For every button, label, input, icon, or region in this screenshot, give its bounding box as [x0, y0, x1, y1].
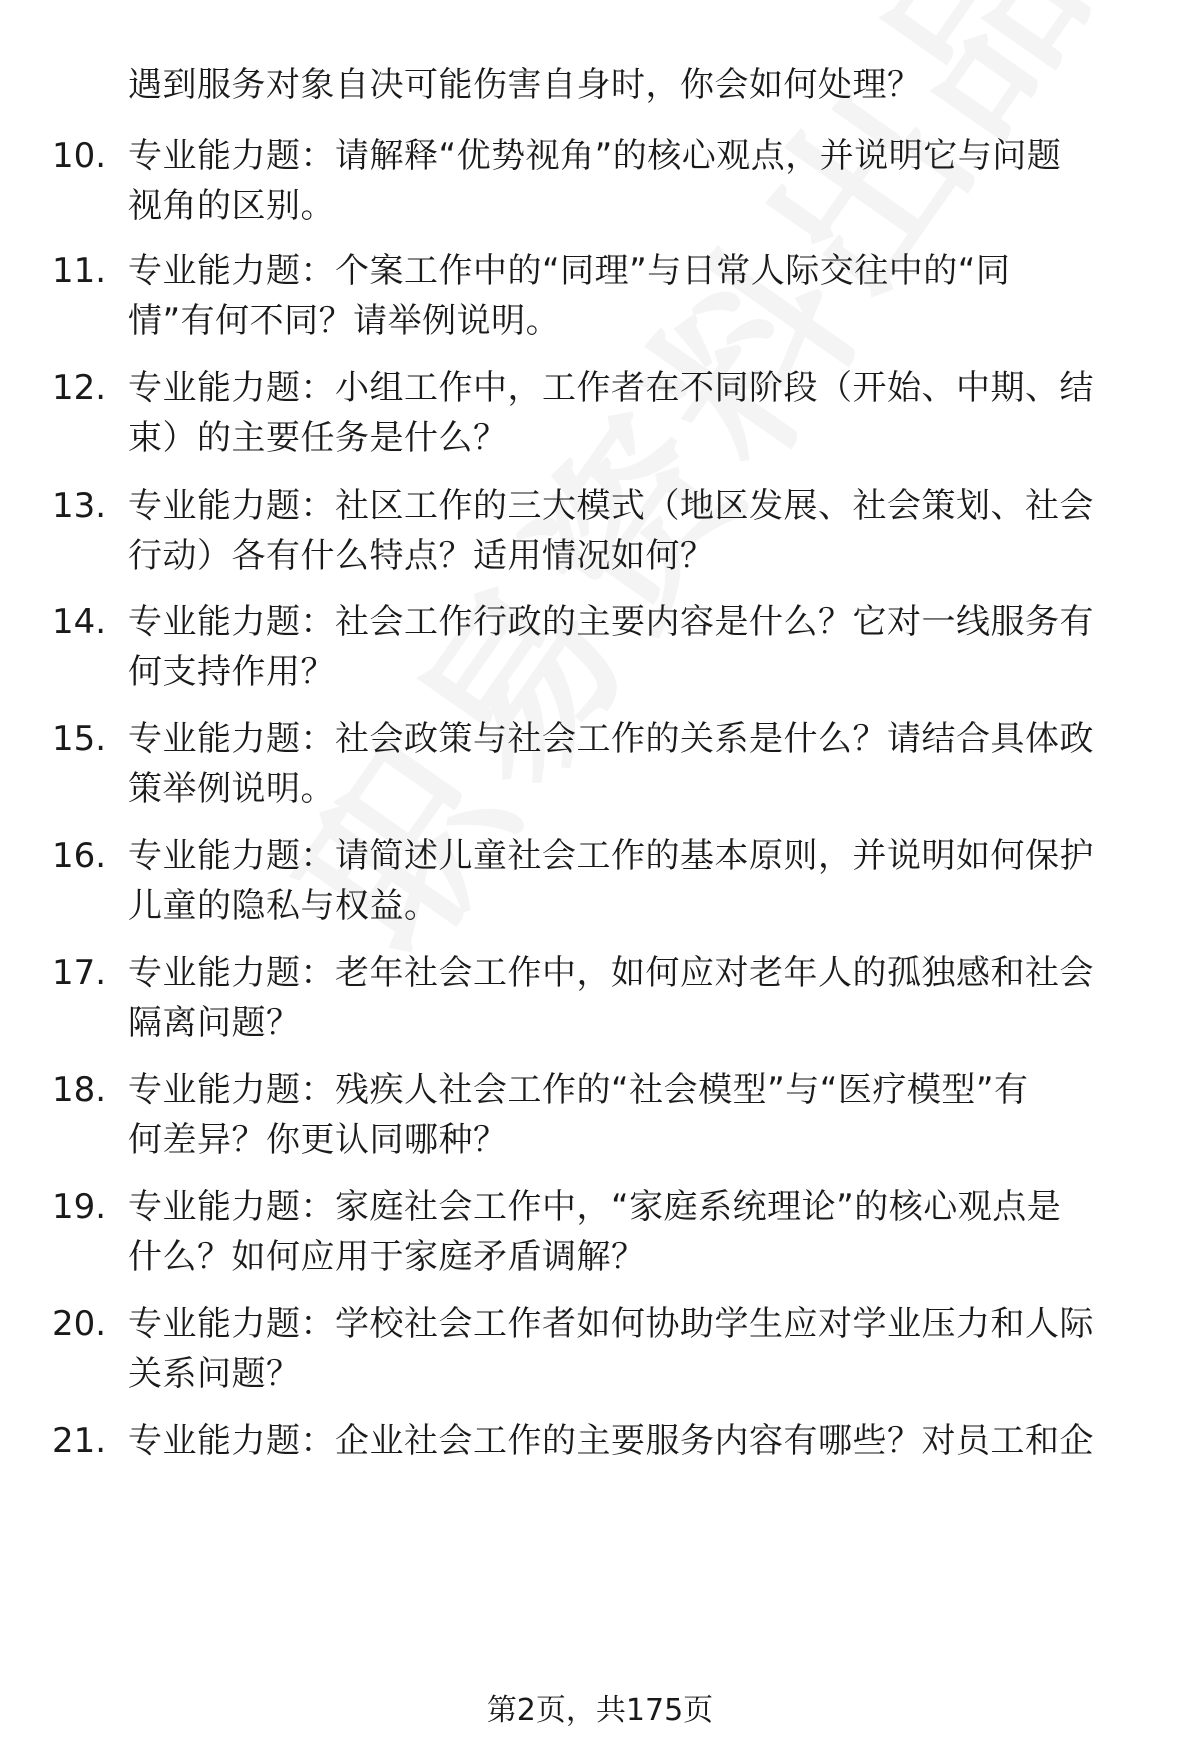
question-text-line: 专业能力题：社会政策与社会工作的关系是什么？请结合具体政: [128, 719, 1094, 759]
question-text-line: 什么？如何应用于家庭矛盾调解？: [128, 1237, 646, 1277]
question-text-line: 专业能力题：残疾人社会工作的“社会模型”与“医疗模型”有: [128, 1070, 1029, 1110]
question-number: 14.: [52, 602, 107, 642]
question-text-line: 专业能力题：社区工作的三大模式（地区发展、社会策划、社会: [128, 486, 1094, 526]
question-text-line: 束）的主要任务是什么？: [128, 418, 508, 458]
question-text-line: 关系问题？: [128, 1354, 301, 1394]
question-text-line: 何差异？你更认同哪种？: [128, 1120, 508, 1160]
question-text-line: 专业能力题：企业社会工作的主要服务内容有哪些？对员工和企: [128, 1421, 1094, 1461]
question-text-line: 专业能力题：请简述儿童社会工作的基本原则，并说明如何保护: [128, 836, 1094, 876]
question-number: 21.: [52, 1421, 107, 1461]
question-number: 17.: [52, 953, 107, 993]
question-number: 12.: [52, 368, 107, 408]
question-text-line: 视角的区别。: [128, 186, 335, 226]
question-text-line: 专业能力题：家庭社会工作中，“家庭系统理论”的核心观点是: [128, 1187, 1062, 1227]
question-text-line: 专业能力题：小组工作中，工作者在不同阶段（开始、中期、结: [128, 368, 1094, 408]
question-number: 13.: [52, 486, 107, 526]
question-text-line: 隔离问题？: [128, 1003, 301, 1043]
page-footer: 第2页，共175页: [486, 1693, 714, 1728]
question-text-line: 专业能力题：老年社会工作中，如何应对老年人的孤独感和社会: [128, 953, 1094, 993]
question-text-line: 专业能力题：学校社会工作者如何协助学生应对学业压力和人际: [128, 1304, 1094, 1344]
question-number: 10.: [52, 136, 107, 176]
question-text-line: 情”有何不同？请举例说明。: [128, 301, 561, 341]
question-number: 18.: [52, 1070, 107, 1110]
question-text-line: 儿童的隐私与权益。: [128, 886, 439, 926]
question-text-line: 专业能力题：请解释“优势视角”的核心观点，并说明它与问题: [128, 136, 1062, 176]
question-number: 11.: [52, 251, 107, 291]
question-text-line: 策举例说明。: [128, 769, 335, 809]
question-text-line: 行动）各有什么特点？适用情况如何？: [128, 536, 715, 576]
question-number: 15.: [52, 719, 107, 759]
question-text-line: 专业能力题：个案工作中的“同理”与日常人际交往中的“同: [128, 251, 1011, 291]
question-number: 20.: [52, 1304, 107, 1344]
question-number: 16.: [52, 836, 107, 876]
question-number: 19.: [52, 1187, 107, 1227]
continued-question-text: 遇到服务对象自决可能伤害自身时，你会如何处理？: [128, 65, 922, 105]
question-text-line: 何支持作用？: [128, 652, 335, 692]
question-text-line: 专业能力题：社会工作行政的主要内容是什么？它对一线服务有: [128, 602, 1094, 642]
